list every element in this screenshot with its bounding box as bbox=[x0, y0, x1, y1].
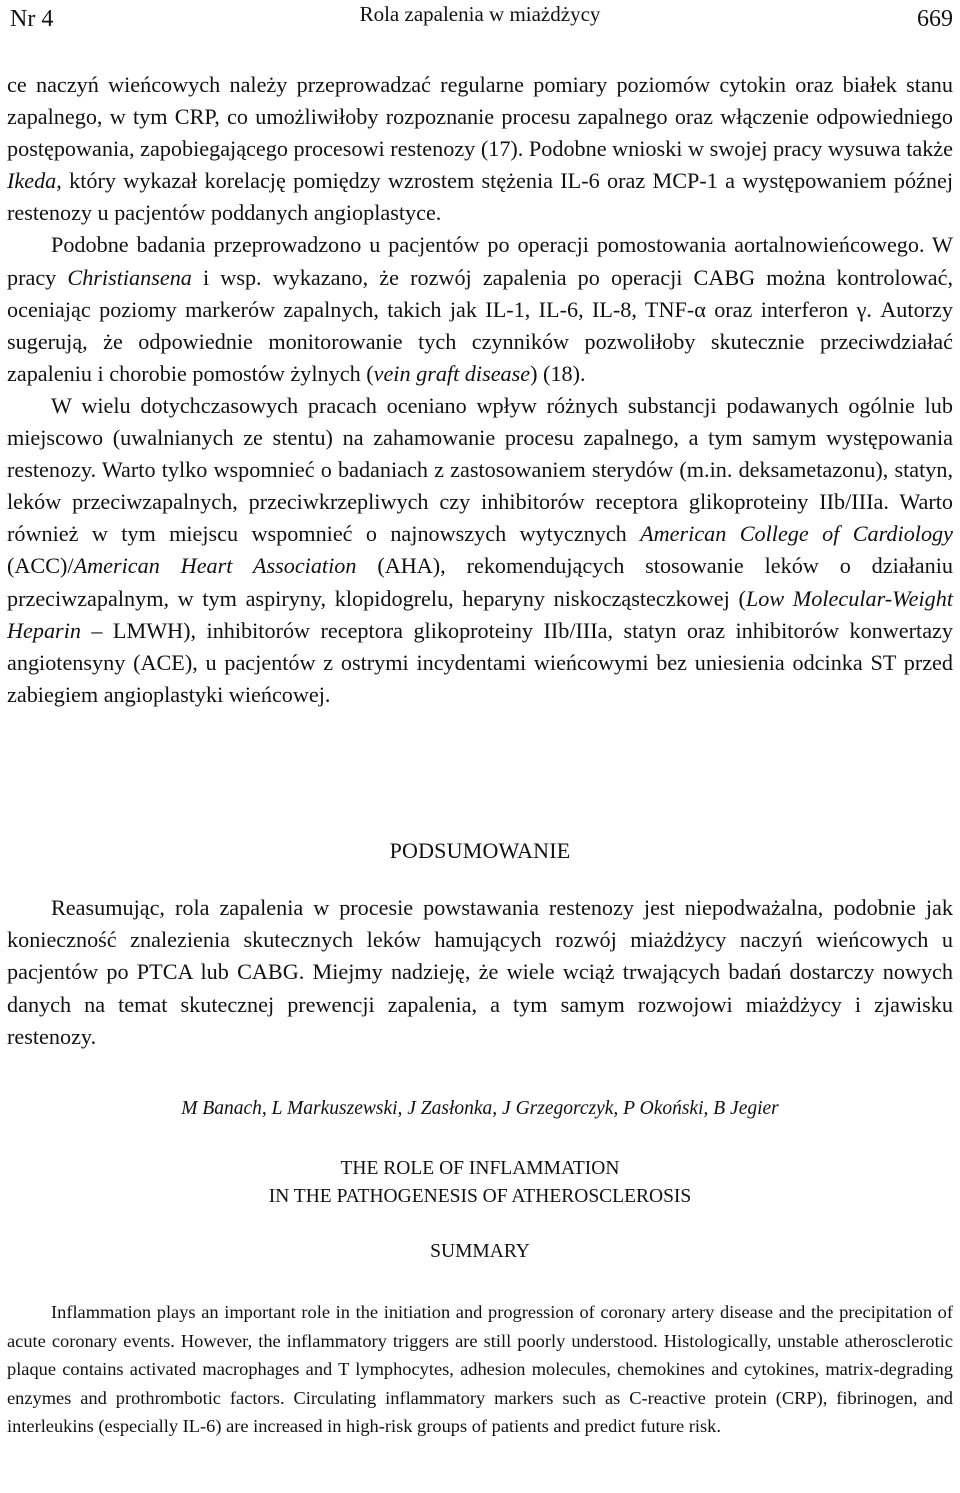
author-name-italic: Christiansena bbox=[67, 264, 192, 290]
term-italic: vein graft disease bbox=[373, 360, 531, 386]
summary-paragraph: Reasumując, rola zapalenia w procesie powstawania restenozy jest niepodważalna, podobnie jak konieczność znalezienia skutecznych leków hamujących rozwój miażdżycy naczyń wieńcowych u pacjentów po PTCA lub CABG. Miejmy nadzieję, że wiele wciąż trwających badań dostarczy nowych danych na temat skutecznej prewencji zapalenia, a tym samym rozwojowi miażdżycy i zjawisku restenozy. bbox=[7, 895, 953, 1049]
running-header bbox=[7, 0, 953, 40]
english-summary-heading: SUMMARY bbox=[430, 1241, 530, 1262]
running-title: Rola zapalenia w miażdżycy bbox=[359, 2, 601, 26]
abstract-paragraph: Inflammation plays an important role in the initiation and progression of coronary artery disease and the precipitation of acute coronary events. However, the inflammatory triggers are still poorly understood. Histologically, unstable atherosclerotic plaque contains activated macrophages and T lymphocytes, adhesion molecules, chemokines and cytokines, matrix-degrading enzymes and prothrombotic factors. Circulating inflammatory markers such as C-reactive protein (CRP), fibrinogen, and interleukins (especially IL-6) are increased in high-risk groups of patients and predict future risk. bbox=[7, 1302, 953, 1437]
paragraph-1: ce naczyń wieńcowych należy przeprowadzać regularne pomiary poziomów cytokin oraz białek stanu zapalnego, w tym CRP, co umożliwiłoby rozpoznanie procesu zapalnego oraz włączenie odpowiedniego postępowania, zapobiegającego procesowi restenozy (17). Podobne wnioski w swojej pracy wysuwa także Ikeda, który wykazał korelację pomiędzy wzrostem stężenia IL-6 oraz MCP-1 a występowaniem późnej restenozy u pacjentów poddanych angioplastyce. bbox=[7, 72, 953, 226]
english-abstract bbox=[7, 1298, 953, 1441]
english-title-line-2: IN THE PATHOGENESIS OF ATHEROSCLEROSIS bbox=[268, 1186, 692, 1207]
issue-number: Nr 4 bbox=[10, 6, 54, 32]
main-text bbox=[7, 69, 953, 711]
author-list: M Banach, L Markuszewski, J Zasłonka, J Grzegorczyk, P Okoński, B Jegier bbox=[181, 1098, 779, 1119]
term-italic: Low Molecular-Weight Heparin bbox=[7, 585, 953, 643]
organization-italic: American College of Cardiology bbox=[640, 521, 953, 547]
organization-italic: American Heart Association bbox=[73, 553, 357, 579]
section-heading-summary-pl: PODSUMOWANIE bbox=[389, 838, 571, 863]
english-title bbox=[7, 1155, 953, 1211]
english-title-line-1: THE ROLE OF INFLAMMATION bbox=[340, 1158, 620, 1179]
page-number: 669 bbox=[917, 6, 953, 32]
author-name-italic: Ikeda bbox=[7, 168, 57, 194]
paragraph-2: Podobne badania przeprowadzono u pacjentów po operacji pomostowania aortalnowieńcowego. W pracy Christiansena i wsp. wykazano, że rozwój zapalenia po operacji CABG można kontrolować, oceniając poziomy markerów zapalnych, takich jak IL-1, IL-6, IL-8, TNF-α oraz interferon γ. Autorzy sugerują, że odpowiednie monitorowanie tych czynników pozwoliłoby skutecznie przeciwdziałać zapaleniu i chorobie pomostów żylnych (vein graft disease) (18). bbox=[7, 232, 953, 386]
paragraph-3: W wielu dotychczasowych pracach oceniano wpływ różnych substancji podawanych ogólnie lub miejscowo (uwalnianych ze stentu) na zahamowanie procesu zapalnego, a tym samym występowania restenozy. Warto tylko wspomnieć o badaniach z zastosowaniem sterydów (m.in. deksametazonu), statyn, leków przeciwzapalnych, przeciwkrzepliwych czy inhibitorów receptora glikoproteiny IIb/IIIa. Warto również w tym miejscu wspomnieć o najnowszych wytycznych American College of Cardiology (ACC)/American Heart Association (AHA), rekomendujących stosowanie leków o działaniu przeciwzapalnym, w tym aspiryny, klopidogrelu, heparyny niskocząsteczkowej (Low Molecular-Weight Heparin – LMWH), inhibitorów receptora glikoproteiny IIb/IIIa, statyn oraz inhibitorów konwertazy angiotensyny (ACE), u pacjentów z ostrymi incydentami wieńcowymi bez uniesienia odcinka ST przed zabiegiem angioplastyki wieńcowej. bbox=[7, 392, 953, 707]
journal-page bbox=[7, 0, 953, 1437]
summary-pl-text bbox=[7, 892, 953, 1053]
